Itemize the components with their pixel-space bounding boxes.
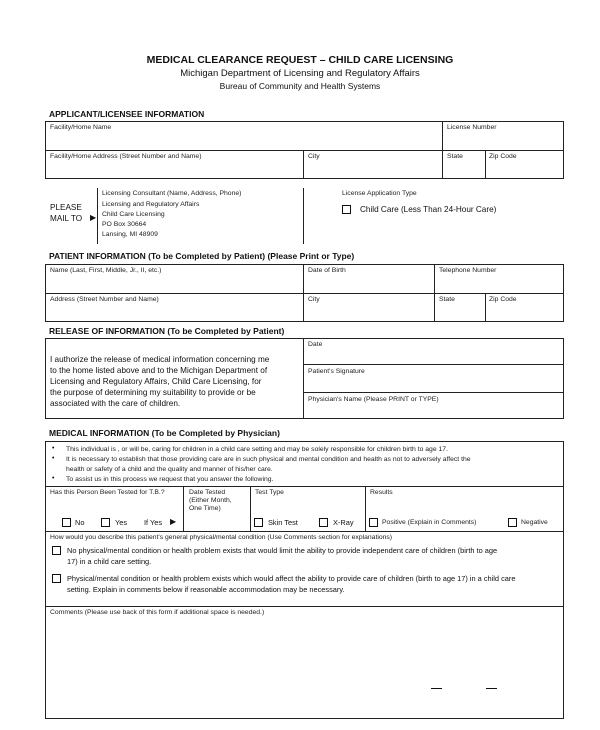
arrow-right-icon: ▶ xyxy=(170,517,177,526)
condition-exists-checkbox[interactable] xyxy=(52,574,61,583)
comments-field[interactable]: Comments (Please use back of this form if additional space is needed.) xyxy=(50,609,265,616)
medical-note: health or safety of a child and the quality and manner of his/her care. xyxy=(66,466,273,473)
patient-city-field[interactable]: City xyxy=(308,296,320,303)
patient-state-field[interactable]: State xyxy=(439,296,455,303)
facility-address-field[interactable]: Facility/Home Address (Street Number and Name) xyxy=(50,153,202,160)
positive-checkbox[interactable] xyxy=(369,518,378,527)
address-line: PO Box 30664 xyxy=(102,221,147,228)
tb-yes-label: Yes xyxy=(115,518,128,527)
address-line: Licensing and Regulatory Affairs xyxy=(102,201,200,208)
license-number-field[interactable]: License Number xyxy=(447,124,497,131)
condition-exists-text: setting. Explain in comments below if reasonable accommodation may be necessary. xyxy=(67,585,345,594)
condition-exists-text: Physical/mental condition or health problem exists which would affect the ability to provide care of children (birth to age 17) in a child care xyxy=(67,574,516,583)
medical-note: This individual is , or will be, caring for children in a child care setting and may be solely responsible for children birth to age 17. xyxy=(66,446,448,453)
address-line: Child Care Licensing xyxy=(102,211,165,218)
tb-ifyes-label: If Yes xyxy=(144,518,163,527)
child-care-option-label: Child Care (Less Than 24-Hour Care) xyxy=(360,205,497,214)
facility-city-field[interactable]: City xyxy=(308,153,320,160)
please-label: PLEASE xyxy=(50,203,82,212)
patient-section-title: PATIENT INFORMATION (To be Completed by Patient) (Please Print or Type) xyxy=(49,251,355,261)
release-text-line: Licensing and Regulatory Affairs, Child Care Licensing, for xyxy=(50,377,262,386)
release-text-line: I authorize the release of medical information concerning me xyxy=(50,355,270,364)
patient-dob-field[interactable]: Date of Birth xyxy=(308,267,346,274)
form-title: MEDICAL CLEARANCE REQUEST – CHILD CARE LICENSING xyxy=(146,54,454,66)
tb-question: Has this Person Been Tested for T.B.? xyxy=(50,489,165,496)
bullet-icon: • xyxy=(52,445,55,452)
no-condition-checkbox[interactable] xyxy=(52,546,61,555)
patient-address-field[interactable]: Address (Street Number and Name) xyxy=(50,296,159,303)
arrow-right-icon: ▶ xyxy=(90,213,97,222)
no-condition-text: 17) in a child care setting. xyxy=(67,557,152,566)
release-section-title: RELEASE OF INFORMATION (To be Completed by Patient) xyxy=(49,326,285,336)
bureau-name: Bureau of Community and Health Systems xyxy=(219,81,381,91)
child-care-checkbox[interactable] xyxy=(342,205,351,214)
address-line: Lansing, MI 48909 xyxy=(102,231,158,238)
condition-question: How would you describe this patient's general physical/mental condition (Use Comments section for explanations) xyxy=(50,534,393,541)
bullet-icon: • xyxy=(52,475,55,482)
patient-phone-field[interactable]: Telephone Number xyxy=(439,267,497,274)
release-text-line: to the home listed above and to the Michigan Department of xyxy=(50,366,268,375)
xray-label: X-Ray xyxy=(333,518,354,527)
tb-no-checkbox[interactable] xyxy=(62,518,71,527)
date-tested-hint: One Time) xyxy=(189,505,221,512)
facility-state-field[interactable]: State xyxy=(447,153,463,160)
skin-test-checkbox[interactable] xyxy=(254,518,263,527)
facility-name-field[interactable]: Facility/Home Name xyxy=(50,124,112,131)
release-date-field[interactable]: Date xyxy=(308,341,323,348)
physician-name-field[interactable]: Physician's Name (Please PRINT or TYPE) xyxy=(308,396,439,403)
skin-test-label: Skin Test xyxy=(268,518,298,527)
department-name: Michigan Department of Licensing and Regulatory Affairs xyxy=(180,68,420,79)
consultant-label: Licensing Consultant (Name, Address, Phone) xyxy=(102,190,242,197)
no-condition-text: No physical/mental condition or health problem exists that would limit the ability to provide independent care of children (birth to age xyxy=(67,546,498,555)
release-text-line: associated with the care of children. xyxy=(50,399,181,408)
xray-checkbox[interactable] xyxy=(319,518,328,527)
date-tested-hint: (Either Month, xyxy=(189,497,232,504)
release-text-line: the purpose of determining my suitability to provide or be xyxy=(50,388,256,397)
medical-note: To assist us in this process we request that you answer the following. xyxy=(66,476,274,483)
mail-to-label: MAIL TO xyxy=(50,214,83,223)
positive-label: Positive (Explain in Comments) xyxy=(382,519,477,526)
patient-signature-field[interactable]: Patient's Signature xyxy=(308,368,365,375)
negative-checkbox[interactable] xyxy=(508,518,517,527)
results-label: Results xyxy=(370,489,393,496)
facility-zip-field[interactable]: Zip Code xyxy=(489,153,517,160)
tb-no-label: No xyxy=(75,518,85,527)
medical-section-title: MEDICAL INFORMATION (To be Completed by Physician) xyxy=(49,428,280,438)
date-tested-field[interactable]: Date Tested xyxy=(189,489,226,496)
test-type-label: Test Type xyxy=(255,489,284,496)
application-type-label: License Application Type xyxy=(342,190,417,197)
patient-name-field[interactable]: Name (Last, First, Middle, Jr., II, etc.) xyxy=(50,267,162,274)
negative-label: Negative xyxy=(521,519,548,526)
tb-yes-checkbox[interactable] xyxy=(101,518,110,527)
medical-note: It is necessary to establish that those providing care are in such physical and mental condition and health as not to adversely affect the xyxy=(66,456,471,463)
bullet-icon: • xyxy=(52,455,55,462)
patient-zip-field[interactable]: Zip Code xyxy=(489,296,517,303)
applicant-section-title: APPLICANT/LICENSEE INFORMATION xyxy=(49,109,205,119)
